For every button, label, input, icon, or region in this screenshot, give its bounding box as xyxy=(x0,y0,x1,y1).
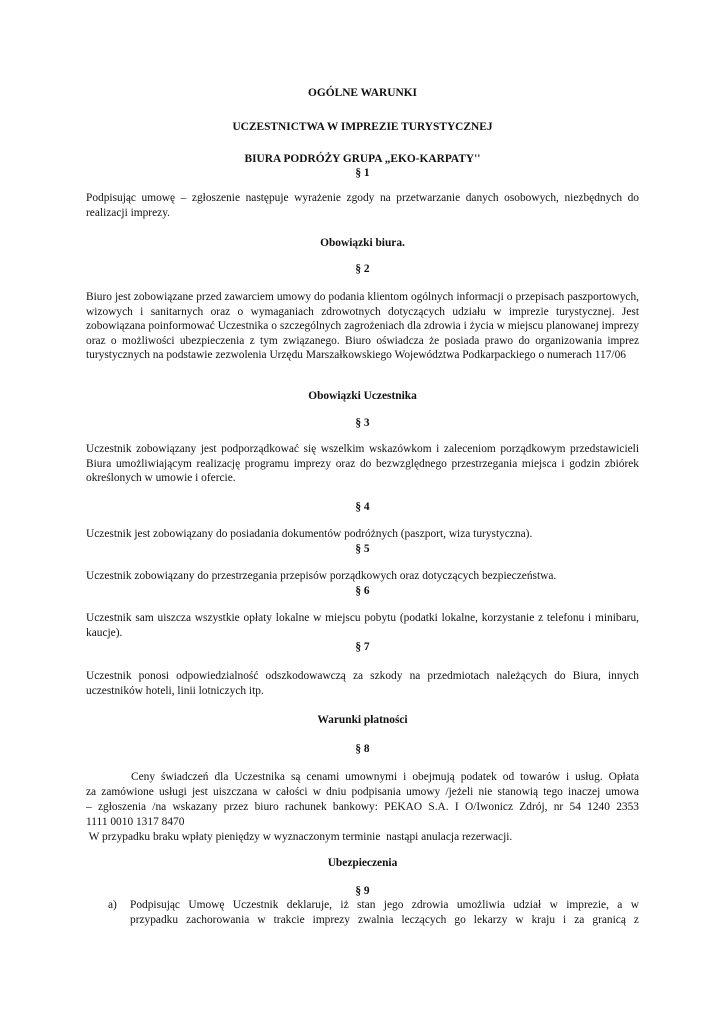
heading-agency-obligations: Obowiązki biura. xyxy=(320,237,405,249)
section-1-text: Podpisując umowę – zgłoszenie następuje wyrażenie zgody na przetwarzanie danych osobowych, niezbędnych do realizacji imprezy. xyxy=(86,192,639,219)
section-2-text: Biuro jest zobowiązane przed zawarciem umowy do podania klientom ogólnych informacji o przepisach paszportowych, wizowych i sanitarnych oraz o wymaganiach zdrowotnych dotyczących udziału w imprezie turystycznej. Jest zobowiązana poinformować Uczestnika o szczególnych zagrożeniach dla zdrowia i życia w miejscu planowanej imprezy oraz o możliwości ubezpieczenia z tym związanego. Biuro oświadcza że posiada prawo do organizowania imprez turystycznych na podstawie zezwolenia Urzędu Marszałkowskiego Województwa Podkarpackiego o numerach 117/06 xyxy=(86,291,639,361)
heading-participant-obligations: Obowiązki Uczestnika xyxy=(308,390,417,402)
section-8-line: – zgłoszenia /na wskazany przez biuro rachunek bankowy: PEKAO S.A. I O/Iwonicz Zdrój, nr 54 1240 2353 xyxy=(86,801,639,813)
section-8-line: za zamówione usługi jest uiszczana w całości w dniu podpisania umowy /jeżeli nie stanowią tego inaczej umowa xyxy=(86,786,639,798)
heading-payment-terms: Warunki płatności xyxy=(317,714,408,726)
section-5-number: § 5 xyxy=(355,543,370,555)
section-8-line: Ceny świadczeń dla Uczestnika są cenami umownymi i obejmują podatek od towarów i usług. Opłata xyxy=(131,771,639,783)
section-7-text: Uczestnik ponosi odpowiedzialność odszkodowawczą za szkody na przedmiotach należących do Biura, innych uczestników hoteli, linii lotniczych itp. xyxy=(86,670,639,697)
section-7-number: § 7 xyxy=(355,641,370,653)
section-1-number: § 1 xyxy=(355,167,370,179)
section-5-text: Uczestnik zobowiązany do przestrzegania przepisów porządkowych oraz dotyczących bezpieczeństwa. xyxy=(86,570,557,582)
list-marker-a: a) xyxy=(108,899,117,911)
section-9-line: Podpisując Umowę Uczestnik deklaruje, iż stan jego zdrowia umożliwia udział w imprezie, a w xyxy=(130,899,639,911)
title-agency: BIURA PODRÓŻY GRUPA „EKO-KARPATY'' xyxy=(244,153,481,165)
section-3-text: Uczestnik zobowiązany jest podporządkować się wszelkim wskazówkom i zaleceniom porządkowym przedstawicieli Biura umożliwiającym realizację programu imprezy oraz do bezwzględnego przestrzegania miejsca i godzin zbiórek określonych w umowie i ofercie. xyxy=(86,443,639,484)
section-6-text: Uczestnik sam uiszcza wszystkie opłaty lokalne w miejscu pobytu (podatki lokalne, korzystanie z telefonu i minibaru, kaucje). xyxy=(86,612,639,639)
section-2-number: § 2 xyxy=(355,263,370,275)
section-9-line: przypadku zachorowania w trakcie imprezy zwalnia leczących go lekarzy w kraju i za granicą z xyxy=(130,914,639,926)
section-8-cancellation-note: W przypadku braku wpłaty pieniędzy w wyznaczonym terminie nastąpi anulacja rezerwacji. xyxy=(86,831,513,843)
heading-insurance: Ubezpieczenia xyxy=(327,857,398,869)
section-9-number: § 9 xyxy=(355,885,370,897)
title-participation: UCZESTNICTWA W IMPREZIE TURYSTYCZNEJ xyxy=(232,121,493,133)
section-8-number: § 8 xyxy=(355,743,370,755)
section-3-number: § 3 xyxy=(355,417,370,429)
section-8-account-number: 1111 0010 1317 8470 xyxy=(86,816,185,828)
section-4-number: § 4 xyxy=(355,501,370,513)
title-general-conditions: OGÓLNE WARUNKI xyxy=(308,87,417,99)
section-6-number: § 6 xyxy=(355,585,370,597)
section-4-text: Uczestnik jest zobowiązany do posiadania dokumentów podróżnych (paszport, wiza turystyczna). xyxy=(86,528,533,540)
